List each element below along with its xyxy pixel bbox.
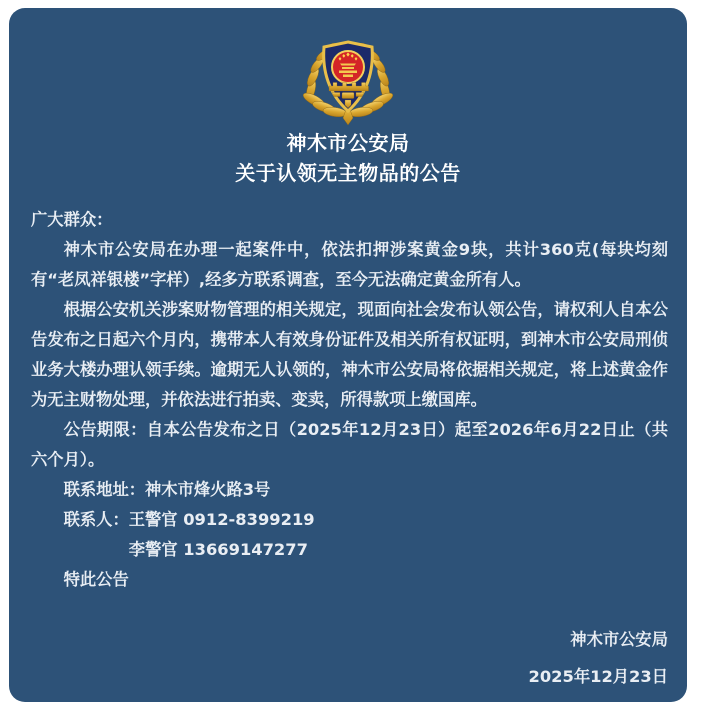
salutation: 广大群众： [31,210,113,229]
contact-person-li: 李警官 13669147277 [128,540,308,559]
contact-address: 联系地址：神木市烽火路3号 [63,480,271,499]
paragraph-claim-period: 公告期限：自本公告发布之日（2025年12月23日）起至2026年6月22日止（共六个月）。 [31,420,668,469]
police-badge-icon [298,34,398,126]
issuer-signature: 神木市公安局 [570,630,668,649]
announcement-panel [9,8,687,702]
paragraph-gold-seized: 神木市公安局在办理一起案件中，依法扣押涉案黄金9块，共计360克(每块均刻有“老凤祥银楼”字样）,经多方联系调查，至今无法确定黄金所有人。 [31,240,668,289]
paragraph-claim-procedure: 根据公安机关涉案财物管理的相关规定，现面向社会发布认领公告，请权利人自本公告发布之日起六个月内，携带本人有效身份证件及相关所有权证明，到神木市公安局刑侦业务大楼办理认领手续。逾期无人认领的，神木市公安局将依据相关规定，将上述黄金作为无主财物处理，并依法进行拍卖、变卖，所得款项上缴国库。 [31,300,668,409]
agency-title: 神木市公安局 [286,131,410,155]
announcement-body [9,205,687,692]
contact-person-wang: 联系人：王警官 0912-8399219 [63,510,315,529]
closing-statement: 特此公告 [63,570,129,589]
issue-date: 2025年12月23日 [528,667,668,686]
announcement-title: 关于认领无主物品的公告 [235,161,461,185]
